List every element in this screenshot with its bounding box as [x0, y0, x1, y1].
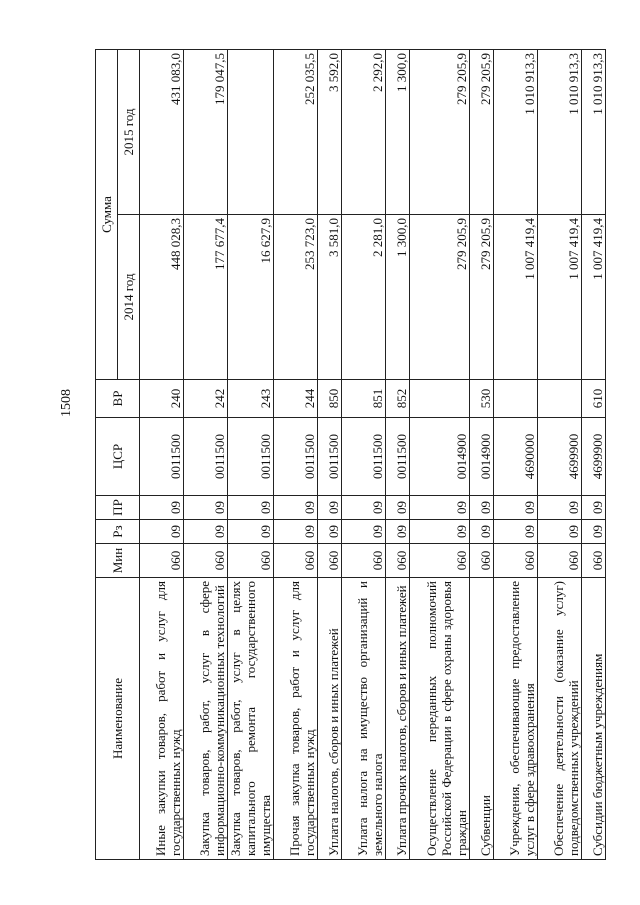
row-rz: 09 [470, 520, 494, 544]
row-min: 060 [274, 544, 318, 578]
row-sum-2015: 252 035,5 [274, 50, 318, 215]
row-pr: 09 [228, 496, 274, 520]
rotated-page [59, 50, 605, 860]
row-pr: 09 [274, 496, 318, 520]
row-rz: 09 [228, 520, 274, 544]
row-vr: 851 [342, 380, 386, 418]
row-sum-2015: 279 205,9 [470, 50, 494, 215]
row-rz: 09 [342, 520, 386, 544]
row-min: 060 [494, 544, 538, 578]
row-vr: 244 [274, 380, 318, 418]
row-name: Субсидии бюджетным учреждениям [582, 578, 606, 860]
row-min: 060 [140, 544, 184, 578]
header-csr: ЦСР [96, 418, 140, 496]
row-rz: 09 [274, 520, 318, 544]
row-min: 060 [582, 544, 606, 578]
row-name: Субвенции [470, 578, 494, 860]
header-pr: ПР [96, 496, 140, 520]
row-pr: 09 [386, 496, 410, 520]
row-pr: 09 [184, 496, 228, 520]
table-row [410, 50, 470, 860]
row-rz: 09 [494, 520, 538, 544]
page-number: 1508 [59, 389, 74, 417]
row-pr: 09 [410, 496, 470, 520]
header-2014: 2014 год [118, 215, 140, 380]
row-min: 060 [410, 544, 470, 578]
row-name: Закупка товаров, работ, услуг в сфере информационно-коммуникационных технологий [184, 578, 228, 860]
row-csr: 4699900 [582, 418, 606, 496]
row-vr: 240 [140, 380, 184, 418]
header-name: Наименование [96, 578, 140, 860]
row-min: 060 [184, 544, 228, 578]
row-pr: 09 [582, 496, 606, 520]
row-sum-2014: 279 205,9 [410, 215, 470, 380]
row-pr: 09 [342, 496, 386, 520]
row-csr: 0011500 [274, 418, 318, 496]
row-sum-2015: 1 010 913,3 [538, 50, 582, 215]
table-row [140, 50, 184, 860]
row-sum-2015 [228, 50, 274, 215]
row-sum-2015: 431 083,0 [140, 50, 184, 215]
row-vr: 242 [184, 380, 228, 418]
row-name: Закупка товаров, работ, услуг в целях капитального ремонта государственного имущества [228, 578, 274, 860]
table-row [228, 50, 274, 860]
row-name: Обеспечение деятельности (оказание услуг) подведомственных учреждений [538, 578, 582, 860]
row-pr: 09 [538, 496, 582, 520]
table-row [184, 50, 228, 860]
row-name: Уплата налогов, сборов и иных платежей [318, 578, 342, 860]
row-csr: 0011500 [342, 418, 386, 496]
row-min: 060 [470, 544, 494, 578]
row-rz: 09 [582, 520, 606, 544]
row-min: 060 [386, 544, 410, 578]
row-name: Учреждения, обеспечивающие предоставление услуг в сфере здравоохранения [494, 578, 538, 860]
row-rz: 09 [184, 520, 228, 544]
row-sum-2014: 16 627,9 [228, 215, 274, 380]
row-csr: 0011500 [386, 418, 410, 496]
header-rz: Рз [96, 520, 140, 544]
row-rz: 09 [140, 520, 184, 544]
row-sum-2014: 1 007 419,4 [538, 215, 582, 380]
row-min: 060 [318, 544, 342, 578]
row-sum-2015: 1 010 913,3 [494, 50, 538, 215]
row-csr: 0014900 [470, 418, 494, 496]
row-sum-2014: 1 007 419,4 [582, 215, 606, 380]
row-vr [410, 380, 470, 418]
row-sum-2014: 1 007 419,4 [494, 215, 538, 380]
table-row [274, 50, 318, 860]
header-sum: Сумма [96, 50, 118, 380]
row-sum-2015: 179 047,5 [184, 50, 228, 215]
row-name: Уплата прочих налогов, сборов и иных платежей [386, 578, 410, 860]
row-pr: 09 [470, 496, 494, 520]
row-pr: 09 [318, 496, 342, 520]
row-sum-2014: 2 281,0 [342, 215, 386, 380]
row-rz: 09 [386, 520, 410, 544]
row-vr: 243 [228, 380, 274, 418]
row-sum-2015: 1 010 913,3 [582, 50, 606, 215]
table-row [318, 50, 342, 860]
row-name: Иные закупки товаров, работ и услуг для государственных нужд [140, 578, 184, 860]
row-vr: 852 [386, 380, 410, 418]
header-2015: 2015 год [118, 50, 140, 215]
row-vr [494, 380, 538, 418]
row-csr: 0011500 [318, 418, 342, 496]
table-row [494, 50, 538, 860]
row-name: Уплата налога на имущество организаций и земельного налога [342, 578, 386, 860]
row-csr: 0011500 [228, 418, 274, 496]
row-rz: 09 [410, 520, 470, 544]
row-sum-2015: 3 592,0 [318, 50, 342, 215]
row-vr: 610 [582, 380, 606, 418]
row-min: 060 [342, 544, 386, 578]
row-pr: 09 [494, 496, 538, 520]
row-csr: 0011500 [184, 418, 228, 496]
table-row [582, 50, 606, 860]
row-csr: 4690000 [494, 418, 538, 496]
row-rz: 09 [538, 520, 582, 544]
row-min: 060 [228, 544, 274, 578]
header-vr: ВР [96, 380, 140, 418]
row-rz: 09 [318, 520, 342, 544]
row-vr: 850 [318, 380, 342, 418]
row-vr [538, 380, 582, 418]
table-row [538, 50, 582, 860]
row-name: Осуществление переданных полномочий Российской Федерации в сфере охраны здоровья граждан [410, 578, 470, 860]
row-sum-2015: 279 205,9 [410, 50, 470, 215]
row-sum-2014: 177 677,4 [184, 215, 228, 380]
row-name: Прочая закупка товаров, работ и услуг для государственных нужд [274, 578, 318, 860]
row-min: 060 [538, 544, 582, 578]
row-csr: 4699900 [538, 418, 582, 496]
row-sum-2014: 279 205,9 [470, 215, 494, 380]
row-sum-2015: 2 292,0 [342, 50, 386, 215]
table-row [342, 50, 386, 860]
table-row [386, 50, 410, 860]
row-vr: 530 [470, 380, 494, 418]
row-sum-2014: 253 723,0 [274, 215, 318, 380]
row-csr: 0011500 [140, 418, 184, 496]
header-min: Мин [96, 544, 140, 578]
row-sum-2014: 3 581,0 [318, 215, 342, 380]
row-csr: 0014900 [410, 418, 470, 496]
row-sum-2014: 1 300,0 [386, 215, 410, 380]
table-row [470, 50, 494, 860]
budget-table [95, 49, 606, 860]
row-pr: 09 [140, 496, 184, 520]
row-sum-2015: 1 300,0 [386, 50, 410, 215]
row-sum-2014: 448 028,3 [140, 215, 184, 380]
